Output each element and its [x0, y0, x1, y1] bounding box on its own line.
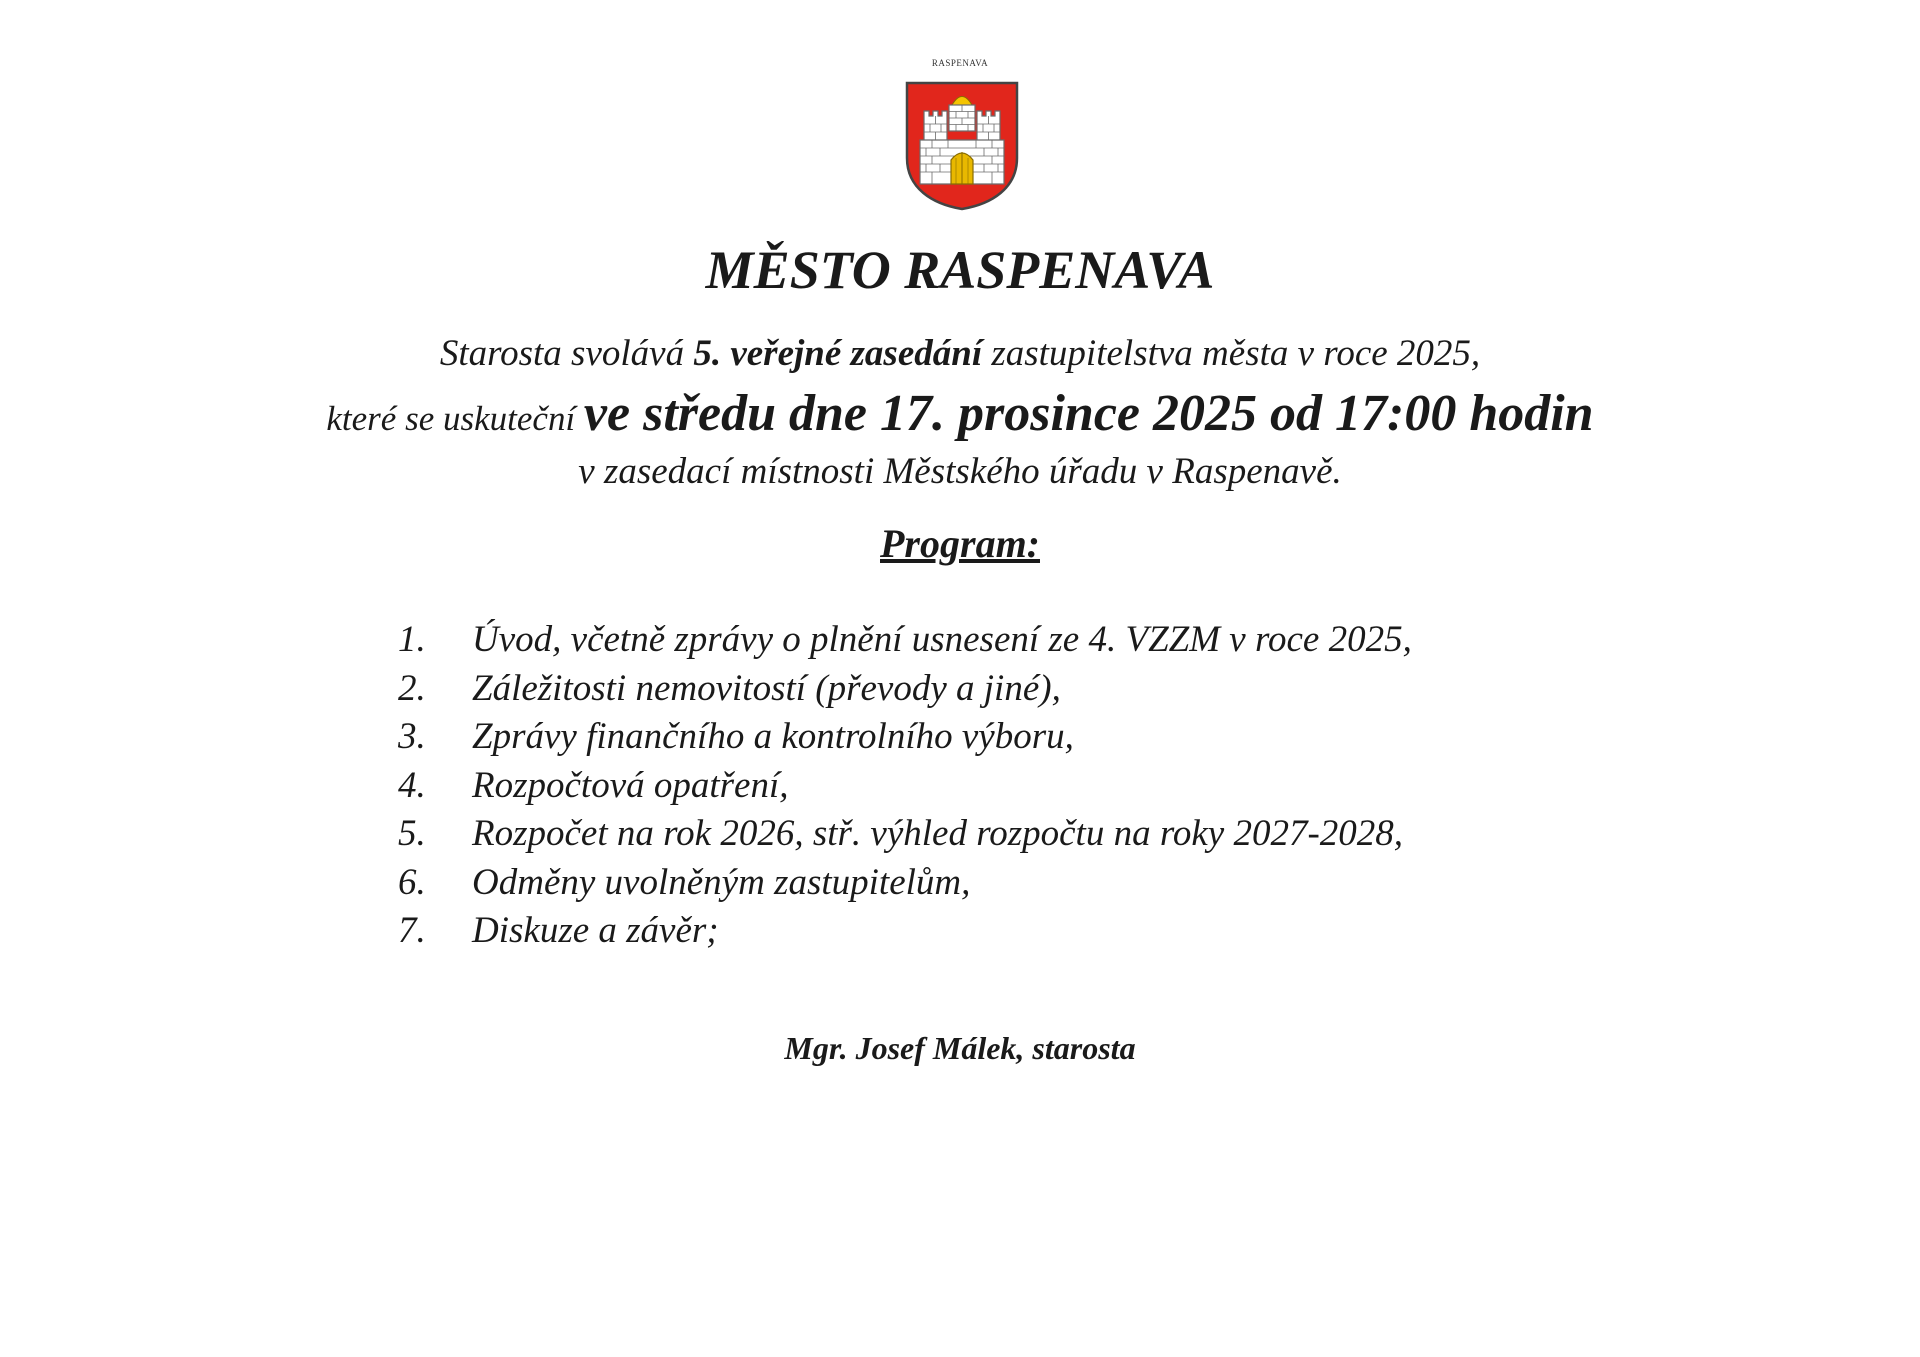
agenda-item [398, 762, 1598, 811]
intro-line-2 [0, 384, 1920, 449]
crest-caption: RASPENAVA [931, 58, 989, 68]
agenda-item-text: Rozpočtová opatření, [472, 764, 789, 806]
agenda-item-number: 6. [398, 861, 426, 903]
intro-line-1-pre: Starosta svolává [439, 333, 694, 374]
agenda-item-number: 3. [398, 716, 426, 757]
agenda-item-number: 2. [398, 667, 426, 709]
meeting-date-time: ve středu dne 17. prosince 2025 od 17:00 hodin [583, 385, 1594, 442]
agenda-item [398, 616, 1598, 665]
intro-line-1 [0, 332, 1920, 376]
agenda-item-text: Rozpočet na rok 2026, stř. výhled rozpočtu na roky 2027-2028, [472, 813, 1404, 854]
agenda-item [398, 713, 1598, 762]
agenda-item-text: Záležitosti nemovitostí (převody a jiné), [472, 667, 1061, 709]
agenda-item-number: 4. [398, 764, 426, 806]
agenda-item-text: Odměny uvolněným zastupitelům, [472, 861, 971, 903]
agenda-item-number: 5. [398, 813, 426, 854]
page-title: MĚSTO RASPENAVA [705, 240, 1215, 300]
agenda-item-number: 7. [398, 910, 426, 951]
agenda-item-text: Diskuze a závěr; [472, 910, 719, 951]
agenda-item [398, 859, 1598, 908]
agenda-list [398, 616, 1598, 956]
agenda-item [398, 907, 1598, 956]
coat-of-arms-icon [904, 80, 1020, 212]
meeting-location: v zasedací místnosti Městského úřadu v Raspenavě. [578, 451, 1342, 492]
agenda-item [398, 665, 1598, 714]
agenda-item-text: Zprávy finančního a kontrolního výboru, [472, 716, 1074, 757]
agenda-item-text: Úvod, včetně zprávy o plnění usnesení ze 4. VZZM v roce 2025, [472, 619, 1412, 660]
agenda-item [398, 810, 1598, 859]
intro-line-1-post: zastupitelstva města v roce 2025, [982, 333, 1481, 374]
intro-line-2-pre: které se uskuteční [326, 399, 584, 438]
agenda-item-number: 1. [398, 619, 426, 660]
signature: Mgr. Josef Málek, starosta [784, 1030, 1136, 1066]
program-heading: Program: [880, 521, 1040, 566]
meeting-number: 5. veřejné zasedání [693, 333, 983, 374]
